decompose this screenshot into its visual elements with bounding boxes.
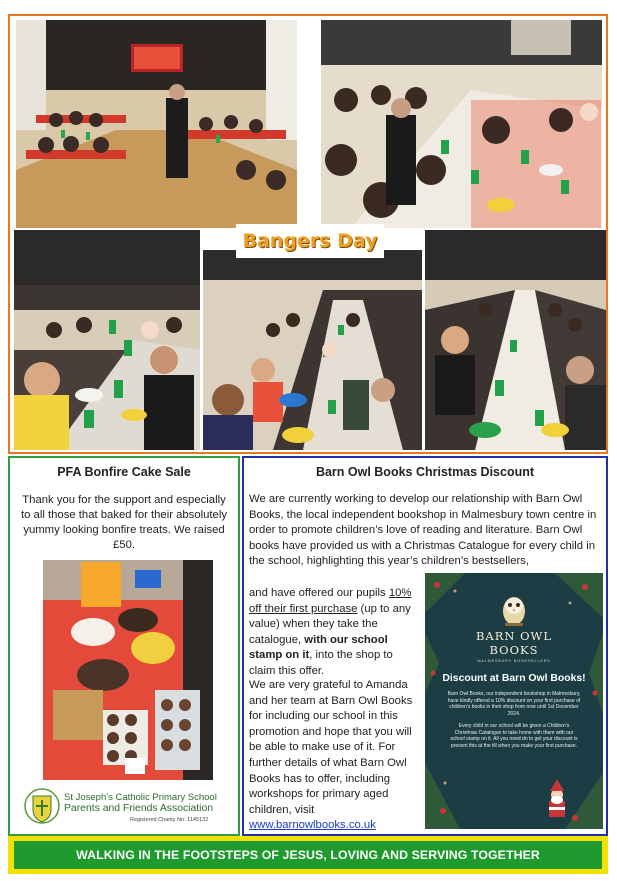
photo-long-table (425, 230, 606, 450)
offer-text-b: (up to any value) when they take the catalogue, (249, 602, 411, 646)
photo-girls-smiling (14, 230, 200, 450)
barn-owl-offer (249, 586, 421, 680)
flyer-brand-line1: BARN OWL (475, 629, 553, 643)
barn-owl-title: Barn Owl Books Christmas Discount (315, 465, 535, 479)
cake-sale-panel (8, 456, 240, 836)
flyer-text-2: Every child in our school will be given a Children’s Christmas Catalogue to take home with them with our school stamp on it. All you need do to get your discount is present this at the till when you make your first purchase. (450, 723, 578, 749)
barn-owl-panel (242, 456, 608, 836)
event-title: Bangers Day (236, 224, 384, 258)
cake-sale-text: Thank you for the support and especially to all those that baked for their absolutely yummy looking bonfire treats. We raised £50. (21, 494, 227, 551)
barn-owl-link[interactable]: www.barnowlbooks.co.uk (249, 819, 376, 832)
barn-owl-flyer (425, 573, 603, 829)
pfa-association-name: Parents and Friends Association (64, 803, 214, 814)
pfa-charity-number: Registered Charity No: 1145132 (130, 817, 209, 823)
pfa-school-name: St Joseph's Catholic Primary School (64, 792, 217, 803)
photo-collage (8, 14, 608, 454)
barn-owl-intro: We are currently working to develop our relationship with Barn Owl Books, the local independent bookshop in Malmesbury town centre in order to promote children’s love of reading and literature. Barn Owl books have provided us with a Christmas Catalogue for every child in the school, highlighting this year’s children’s bestsellers, (249, 493, 597, 568)
flyer-subtitle: MALMESBURY BOOKSELLERS (477, 659, 551, 663)
pfa-crest-icon (24, 788, 60, 826)
offer-discount: 10% off their first purchase (249, 587, 412, 615)
offer-text-c: , into the shop to claim this offer. (249, 649, 393, 677)
photo-hall-wide (16, 20, 297, 228)
thanks-text: We are very grateful to Amanda and her team at Barn Owl Books for including our school in this promotion and hope that you will be able to make use of it. For further details of what Barn Owl Books has to offer, including workshops for primary aged children, visit (249, 679, 413, 816)
photo-children-table (321, 20, 602, 228)
offer-text-a: and have offered our pupils (249, 587, 389, 599)
flyer-headline: Discount at Barn Owl Books! (442, 673, 586, 684)
flyer-brand-line2: BOOKS (489, 643, 539, 657)
footer-banner (8, 836, 608, 874)
barn-owl-thanks (249, 678, 421, 834)
offer-stamp: with our school stamp on it (249, 633, 388, 662)
pfa-logo (20, 788, 230, 830)
photo-cake-table (43, 560, 213, 780)
photo-table-center (203, 250, 422, 450)
flyer-text-1: Barn Owl Books, our independent bookshop in Malmesbury, have kindly offered a 10% discount on your first purchase of children’s books in their shop from now until 1st December 2024. (447, 691, 581, 717)
cake-sale-title: PFA Bonfire Cake Sale (57, 465, 191, 479)
school-motto: WALKING IN THE FOOTSTEPS OF JESUS, LOVING AND SERVING TOGETHER (14, 841, 602, 869)
